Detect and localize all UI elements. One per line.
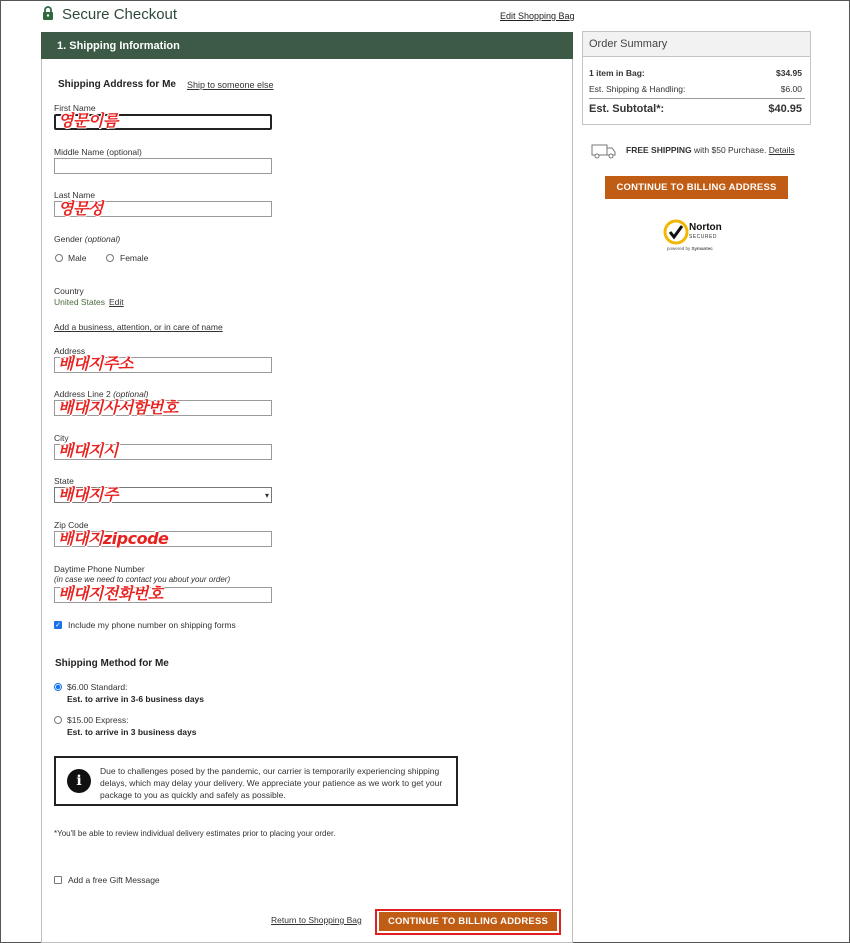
gender-female-label: Female [120,253,149,263]
city-value: 배대지시 [58,441,118,460]
express-shipping-eta: Est. to arrive in 3 business days [67,727,197,737]
shipping-method-title: Shipping Method for Me [55,658,169,669]
address2-label: Address Line 2 (optional) [54,389,149,399]
zip-label: Zip Code [54,520,89,530]
address2-value: 배대지사서함번호 [58,398,178,417]
truck-icon [591,143,617,159]
subtotal-label: Est. Subtotal*: [589,103,665,115]
first-name-label: First Name [54,103,96,113]
subtotal-value: $40.95 [768,103,802,115]
norton-secured-text: SECURED [689,234,717,240]
norton-brand: Norton [689,222,722,233]
gift-message-checkbox[interactable] [54,876,62,884]
include-phone-checkbox[interactable]: ✓ [55,622,61,629]
order-summary-title: Order Summary [583,32,810,57]
edit-shopping-bag-link[interactable]: Edit Shopping Bag [500,11,575,21]
free-shipping-message: FREE SHIPPING with $50 Purchase. Details [626,145,795,155]
gift-message-label: Add a free Gift Message [68,875,160,885]
zip-value: 배대지zipcode [58,529,169,548]
shipping-handling-value: $6.00 [780,84,802,94]
summary-divider [589,98,805,99]
express-shipping-radio[interactable] [54,716,62,724]
page-title: Secure Checkout [62,6,178,23]
phone-value: 배대지전화번호 [58,584,163,603]
add-business-link[interactable]: Add a business, attention, or in care of name [54,322,223,332]
country-edit-link[interactable]: Edit [109,297,124,307]
gender-male-label: Male [68,253,87,263]
include-phone-label: Include my phone number on shipping forms [68,620,236,630]
shipping-section-header: 1. Shipping Information [41,32,573,59]
city-label: City [54,433,69,443]
last-name-label: Last Name [54,190,96,200]
items-value: $34.95 [776,68,802,78]
address-label: Address [54,346,86,356]
continue-billing-button-side[interactable]: CONTINUE TO BILLING ADDRESS [605,176,788,199]
delivery-estimate-note: *You'll be able to review individual delivery estimates prior to placing your order. [54,829,336,838]
norton-powered: powered by Symantec [667,246,713,251]
ship-to-someone-else-link[interactable]: Ship to someone else [187,80,274,90]
return-to-bag-link[interactable]: Return to Shopping Bag [271,915,362,925]
pandemic-notice-text: Due to challenges posed by the pandemic, our carrier is temporarily experiencing shipping delays, which may delay your delivery. We appreciate your patience as we work to get your package to you as quickly and safely as possible. [100,766,443,800]
standard-shipping-radio[interactable] [54,683,62,691]
first-name-value: 영문이름 [58,111,118,130]
gender-label: Gender (optional) [54,234,121,244]
info-icon: i [67,769,91,793]
state-value: 배대지주 [58,485,118,504]
country-label: Country [54,286,84,296]
express-shipping-price: $15.00 Express: [67,715,129,725]
state-label: State [54,476,74,486]
norton-check-icon [663,219,689,245]
chevron-down-icon: ▾ [264,491,269,500]
phone-label: Daytime Phone Number [54,564,145,574]
phone-hint: (in case we need to contact you about your order) [54,575,231,584]
country-value: United States [54,297,106,307]
last-name-value: 영문성 [58,199,103,218]
shipping-address-title: Shipping Address for Me [58,79,176,90]
middle-name-label: Middle Name (optional) [54,147,142,157]
norton-secured-seal [663,219,727,255]
shipping-handling-label: Est. Shipping & Handling: [589,84,686,94]
address-value: 배대지주소 [58,354,133,373]
items-label: 1 item in Bag: [589,68,645,78]
standard-shipping-eta: Est. to arrive in 3-6 business days [67,694,205,704]
gender-male-radio[interactable] [55,254,63,262]
standard-shipping-price: $6.00 Standard: [67,682,128,692]
free-shipping-details-link[interactable]: Details [768,145,795,155]
lock-icon [42,6,54,21]
gender-female-radio[interactable] [106,254,114,262]
middle-name-input[interactable] [54,158,272,174]
continue-billing-button[interactable]: CONTINUE TO BILLING ADDRESS [379,912,557,931]
